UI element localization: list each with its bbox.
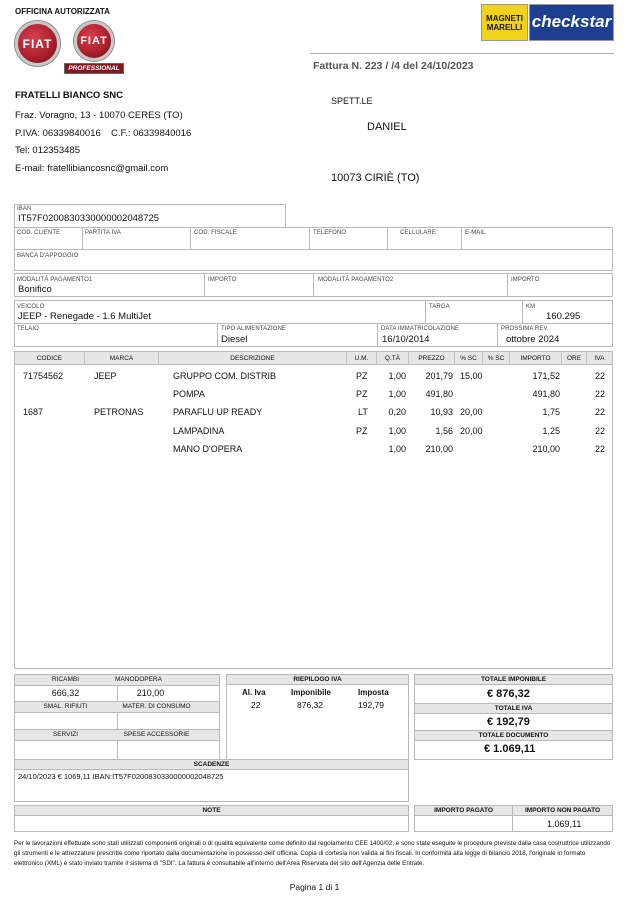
costs-line <box>14 685 220 686</box>
recipient-name: DANIEL <box>367 121 407 133</box>
cell-descrizione: PARAFLU UP READY <box>173 407 263 417</box>
cell-prezzo: 201,79 <box>425 371 453 381</box>
cod-cliente-label: COD. CLIENTE <box>17 230 61 236</box>
cell-importo: 1,25 <box>542 426 560 436</box>
recipient-label: SPETT.LE <box>331 96 373 106</box>
cell-descrizione: POMPA <box>173 389 205 399</box>
col-prezzo: PREZZO <box>409 352 455 365</box>
costs-line <box>14 701 220 702</box>
cell-prezzo: 1,56 <box>435 426 453 436</box>
scadenze-title: SCADENZE <box>14 759 409 770</box>
spese-accessorie-label: SPESE ACCESSORIE <box>123 731 190 738</box>
officina-label: OFFICINA AUTORIZZATA <box>15 7 110 16</box>
professional-badge: PROFESSIONAL <box>64 63 124 74</box>
table-row <box>15 440 614 458</box>
importo-pagato-label: IMPORTO PAGATO <box>414 805 513 816</box>
riepilogo-col-imponibile: Imponibile <box>291 688 331 697</box>
mod-pagamento1-value: Bonifico <box>18 284 52 295</box>
fiat-logo <box>15 21 60 66</box>
col-descrizione: DESCRIZIONE <box>159 352 347 365</box>
vehicle-sep-3 <box>217 323 218 347</box>
col-sc1: % SC <box>455 352 483 365</box>
checkstar-text: checkstar <box>531 12 612 31</box>
cell-qta: 0,20 <box>388 407 406 417</box>
cell-importo: 210,00 <box>532 444 560 454</box>
importo1-label: IMPORTO <box>208 277 237 283</box>
col-qta: Q.TÀ <box>377 352 409 365</box>
manodopera-label: MANODOPERA <box>115 676 162 683</box>
totale-imponibile-value: € 876,32 <box>487 688 530 700</box>
cell-importo: 1,75 <box>542 407 560 417</box>
km-value: 160.295 <box>546 311 581 322</box>
importo-non-pagato-label: IMPORTO NON PAGATO <box>512 805 613 816</box>
client-sep-1 <box>82 227 83 249</box>
client-divider <box>14 249 613 250</box>
alimentazione-value: Diesel <box>221 334 248 345</box>
ricambi-value: 666,32 <box>51 688 80 698</box>
telefono-label: TELEFONO <box>313 230 347 236</box>
cellulare-label: CELLULARE <box>400 230 436 236</box>
cell-qta: 1,00 <box>388 389 406 399</box>
mod-pagamento2-label: MODALITÀ PAGAMENTO2 <box>318 277 394 283</box>
invoice-title: Fattura N. 223 / /4 del 24/10/2023 <box>313 60 474 72</box>
riepilogo-iva-title: RIEPILOGO IVA <box>226 674 409 685</box>
mod-pagamento1-label: MODALITÀ PAGAMENTO1 <box>17 277 93 283</box>
email-label: E-MAIL <box>465 230 486 236</box>
cell-iva: 22 <box>594 444 605 454</box>
mater-consumo-label: MATER. DI CONSUMO <box>122 703 191 710</box>
partita-iva-label: PARTITA IVA <box>85 230 121 236</box>
col-sc2: % SC <box>483 352 510 365</box>
vehicle-sep-4 <box>377 323 378 347</box>
cell-iva: 22 <box>594 371 605 381</box>
cell-marca: JEEP <box>94 371 117 381</box>
note-title: NOTE <box>14 805 409 816</box>
scadenze-text: 24/10/2023 € 1069,11 IBAN:IT57F0200830330000002048725 <box>18 772 224 781</box>
costs-line <box>14 712 220 713</box>
client-sep-4 <box>387 227 388 249</box>
costs-line <box>14 729 220 730</box>
items-table <box>14 351 613 669</box>
cell-sc1: 15,00 <box>460 371 483 381</box>
cell-codice: 71754562 <box>23 371 64 381</box>
col-um: U.M. <box>347 352 377 365</box>
table-row <box>15 422 614 440</box>
veicolo-label: VEICOLO <box>17 304 45 310</box>
pagato-sep <box>512 816 513 832</box>
col-marca: MARCA <box>85 352 159 365</box>
totale-iva-value: € 192,79 <box>487 716 530 728</box>
totale-documento-value: € 1.069,11 <box>484 743 536 755</box>
cell-iva: 22 <box>594 407 605 417</box>
items-table-header <box>15 352 612 365</box>
fiat-professional-logo <box>74 21 114 61</box>
table-row <box>15 403 614 421</box>
riepilogo-aliquota: 22 <box>251 700 261 710</box>
page-number: Pagina 1 di 1 <box>289 882 340 892</box>
alimentazione-label: TIPO ALIMENTAZIONE <box>221 326 287 332</box>
company-piva: P.IVA: 06339840016 <box>15 128 101 139</box>
cell-um: PZ <box>356 389 368 399</box>
cod-fiscale-label: COD. FISCALE <box>194 230 237 236</box>
telaio-label: TELAIO <box>17 326 39 332</box>
cell-qta: 1,00 <box>388 371 406 381</box>
client-sep-5 <box>461 227 462 249</box>
company-address: Fraz. Voragno, 13 - 10070 CERES (TO) <box>15 110 183 121</box>
riepilogo-col-imposta: Imposta <box>358 688 389 697</box>
payment-sep-1 <box>204 273 205 297</box>
cell-descrizione: MANO D'OPERA <box>173 444 243 454</box>
col-ore: ORE <box>562 352 587 365</box>
costs-line <box>14 740 220 741</box>
col-codice: CODICE <box>15 352 85 365</box>
km-label: KM <box>526 304 536 310</box>
riepilogo-iva-box <box>226 674 409 760</box>
cell-marca: PETRONAS <box>94 407 144 417</box>
cell-sc1: 20,00 <box>460 426 483 436</box>
riepilogo-imposta: 192,79 <box>358 700 384 710</box>
vehicle-sep-5 <box>497 323 498 347</box>
invoice-rule <box>310 53 614 54</box>
recipient-city: 10073 CIRIÈ (TO) <box>331 172 420 184</box>
cell-prezzo: 491,80 <box>425 389 453 399</box>
cell-descrizione: GRUPPO COM. DISTRIB <box>173 371 277 381</box>
totale-documento-label: TOTALE DOCUMENTO <box>414 730 613 741</box>
cell-qta: 1,00 <box>388 426 406 436</box>
company-tel: Tel: 012353485 <box>15 145 80 156</box>
totale-iva-label: TOTALE IVA <box>414 703 613 714</box>
iban-value: IT57F0200830330000002048725 <box>18 213 160 224</box>
servizi-label: SERVIZI <box>52 731 79 738</box>
table-row <box>15 385 614 403</box>
ricambi-label: RICAMBI <box>51 676 80 683</box>
immatricolazione-label: DATA IMMATRICOLAZIONE <box>381 326 460 332</box>
footer-disclaimer: Per le lavorazioni effettuate sono stati utilizzati componenti originali o di qualità equivalente come definito dal regolamento CEE 1400/02, e sono state eseguite le procedure previste dalla casa costruttrice utilizzando gli strumenti e le attrezzature prescritte come riportato dalla documentazione in possesso dell' officina. Copia di cortesia non valida ai fini fiscali. In conformità alla legge di bilancio 2018, l'originale in formato elettronico (XML) è stato inviato tramite il sistema di "SDI". La fattura è consultabile all'interno dell'Area Riservata del sito dell'Agenzia delle Entrate. <box>14 840 611 867</box>
cell-importo: 171,52 <box>532 371 560 381</box>
importo2-label: IMPORTO <box>511 277 540 283</box>
payment-sep-2 <box>313 273 314 297</box>
col-importo: IMPORTO <box>510 352 562 365</box>
cell-codice: 1687 <box>23 407 44 417</box>
magneti-marelli-logo <box>481 4 528 41</box>
totale-imponibile-label: TOTALE IMPONIBILE <box>414 674 613 685</box>
manodopera-value: 210,00 <box>136 688 165 698</box>
prossima-rev-label: PROSSIMA REV. <box>501 326 549 332</box>
veicolo-value: JEEP - Renegade - 1.6 MultiJet <box>18 311 151 322</box>
cell-um: PZ <box>356 371 368 381</box>
riepilogo-imponibile: 876,32 <box>297 700 323 710</box>
iban-label: IBAN <box>17 206 32 212</box>
prossima-rev-value: ottobre 2024 <box>506 334 560 345</box>
costs-sep <box>117 674 118 760</box>
checkstar-logo <box>529 4 614 41</box>
cell-iva: 22 <box>594 426 605 436</box>
banca-label: BANCA D'APPOGGIO <box>17 253 79 259</box>
company-name: FRATELLI BIANCO SNC <box>15 90 124 101</box>
importo-non-pagato-value: 1.069,11 <box>547 819 582 829</box>
vehicle-sep-1 <box>425 300 426 323</box>
fiat-professional-logo-text: FIAT <box>80 35 108 47</box>
immatricolazione-value: 16/10/2014 <box>382 334 430 345</box>
client-sep-2 <box>190 227 191 249</box>
cell-descrizione: LAMPADINA <box>173 426 225 436</box>
riepilogo-col-aliquota: Al. Iva <box>242 688 266 697</box>
payment-sep-3 <box>507 273 508 297</box>
vehicle-divider <box>14 323 613 324</box>
cell-importo: 491,80 <box>532 389 560 399</box>
targa-label: TARGA <box>429 304 450 310</box>
cell-um: PZ <box>356 426 368 436</box>
client-sep-3 <box>309 227 310 249</box>
magneti-marelli-text: MAGNETI MARELLI <box>486 14 523 32</box>
cell-um: LT <box>358 407 368 417</box>
table-row <box>15 367 614 385</box>
fiat-logo-text: FIAT <box>22 37 53 51</box>
cell-prezzo: 210,00 <box>425 444 453 454</box>
smal-rifiuti-label: SMAL. RIFIUTI <box>43 703 88 710</box>
vehicle-sep-2 <box>522 300 523 323</box>
col-iva: IVA <box>594 355 605 362</box>
company-cf: C.F.: 06339840016 <box>111 128 192 139</box>
cell-sc1: 20,00 <box>460 407 483 417</box>
cell-prezzo: 10,93 <box>430 407 453 417</box>
company-email: E-mail: fratellibiancosnc@gmail.com <box>15 163 169 174</box>
cell-iva: 22 <box>594 389 605 399</box>
cell-qta: 1,00 <box>388 444 406 454</box>
